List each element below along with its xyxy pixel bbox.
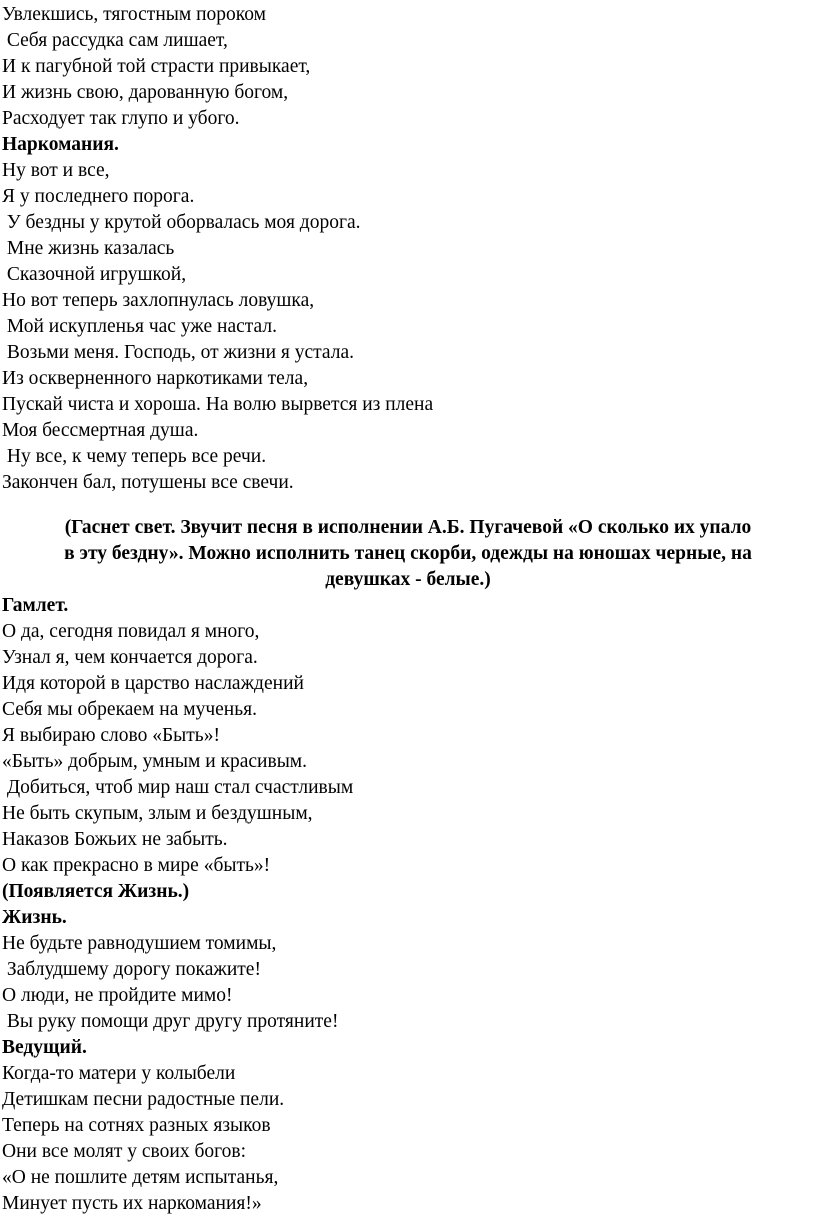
poem-line: И к пагубной той страсти привыкает, xyxy=(2,56,311,77)
poem-line: Я у последнего порога. xyxy=(2,186,195,207)
speaker-heading-narkomania: Наркомания. xyxy=(2,134,119,155)
poem-line: Не быть скупым, злым и бездушным, xyxy=(2,803,313,824)
poem-line: Узнал я, чем кончается дорога. xyxy=(2,647,258,668)
poem-line: О как прекрасно в мире «быть»! xyxy=(2,855,271,876)
poem-line: Увлекшись, тягостным пороком xyxy=(2,4,266,25)
poem-line: Заблудшему дорогу покажите! xyxy=(2,959,261,980)
poem-line: Когда-то матери у колыбели xyxy=(2,1063,236,1084)
poem-line: Не будьте равнодушием томимы, xyxy=(2,933,277,954)
poem-line: Расходует так глупо и убого. xyxy=(2,108,240,129)
poem-line: Вы руку помощи друг другу протяните! xyxy=(2,1011,339,1032)
stage-direction-life: (Появляется Жизнь.) xyxy=(2,881,190,902)
poem-line: Себя рассудка сам лишает, xyxy=(2,30,228,51)
stage-direction-line: (Гаснет свет. Звучит песня в исполнении А.Б. Пугачевой «О сколько их упало xyxy=(64,517,752,538)
poem-line: Минует пусть их наркомания!» xyxy=(2,1193,262,1214)
poem-line: Сказочной игрушкой, xyxy=(2,264,187,285)
speaker-heading-hamlet: Гамлет. xyxy=(2,595,69,616)
poem-line: «О не пошлите детям испытанья, xyxy=(2,1167,279,1188)
poem-line: Наказов Божьих не забыть. xyxy=(2,829,228,850)
poem-line: Пускай чиста и хороша. На волю вырвется из плена xyxy=(2,394,434,415)
poem-line: О люди, не пройдите мимо! xyxy=(2,985,233,1006)
speaker-heading-host: Ведущий. xyxy=(2,1037,87,1058)
poem-line: «Быть» добрым, умным и красивым. xyxy=(2,751,308,772)
poem-line: У бездны у крутой оборвалась моя дорога. xyxy=(2,212,361,233)
poem-line: Детишкам песни радостные пели. xyxy=(2,1089,285,1110)
poem-line: Ну все, к чему теперь все речи. xyxy=(2,446,267,467)
poem-line: Идя которой в царство наслаждений xyxy=(2,673,304,694)
poem-line: Но вот теперь захлопнулась ловушка, xyxy=(2,290,315,311)
poem-line: Добиться, чтоб мир наш стал счастливым xyxy=(2,777,354,798)
poem-line: Я выбираю слово «Быть»! xyxy=(2,725,220,746)
poem-line: Закончен бал, потушены все свечи. xyxy=(2,472,294,493)
poem-line: Они все молят у своих богов: xyxy=(2,1141,246,1162)
poem-line: Мой искупленья час уже настал. xyxy=(2,316,277,337)
speaker-heading-life: Жизнь. xyxy=(2,907,67,928)
poem-line: Из оскверненного наркотиками тела, xyxy=(2,368,309,389)
poem-line: Теперь на сотнях разных языков xyxy=(2,1115,271,1136)
poem-line: Возьми меня. Господь, от жизни я устала. xyxy=(2,342,355,363)
poem-line: Себя мы обрекаем на мученья. xyxy=(2,699,257,720)
poem-line: Моя бессмертная душа. xyxy=(2,420,199,441)
poem-line: Мне жизнь казалась xyxy=(2,238,175,259)
poem-line: И жизнь свою, дарованную богом, xyxy=(2,82,289,103)
stage-direction-line: девушках - белые.) xyxy=(325,569,491,590)
poem-line: О да, сегодня повидал я много, xyxy=(2,621,260,642)
stage-direction-line: в эту бездну». Можно исполнить танец скорби, одежды на юношах черные, на xyxy=(64,543,752,564)
poem-line: Ну вот и все, xyxy=(2,160,110,181)
